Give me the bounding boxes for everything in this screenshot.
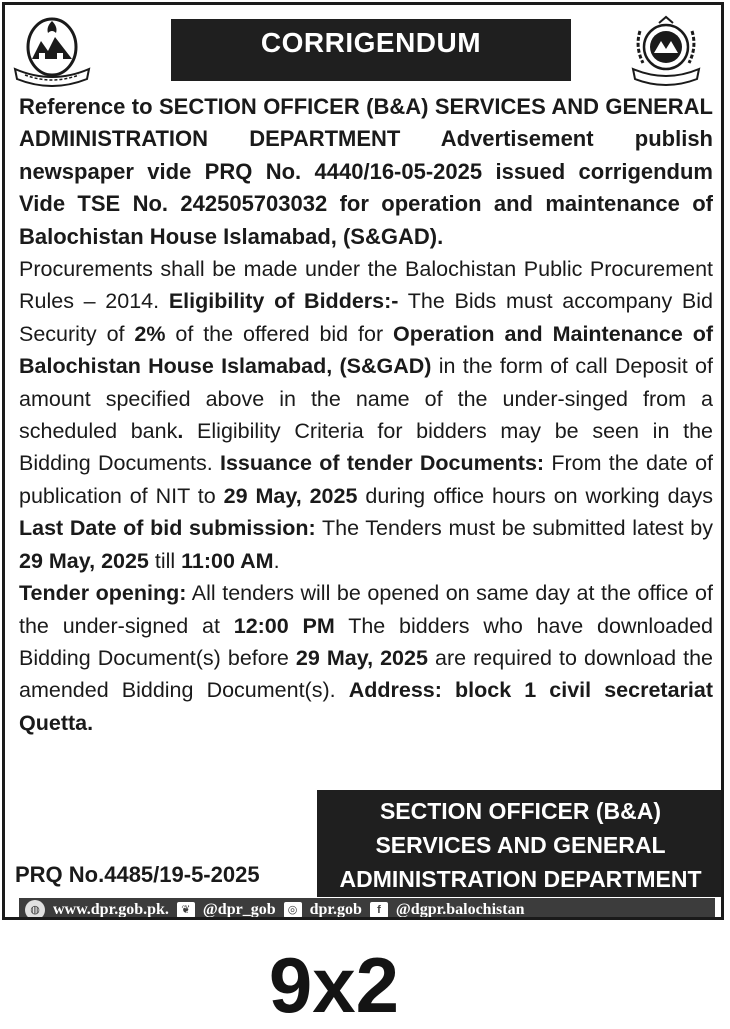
advertisement-frame [2, 2, 724, 920]
notice-body [19, 91, 713, 739]
officer-line-2: SERVICES AND GENERAL [375, 832, 666, 858]
work-name: Operation and Maintenance of Balochistan House Islamabad, (S&GAD) [19, 321, 714, 379]
instagram-icon: ◎ [284, 902, 302, 918]
prq-number: PRQ No.4485/19-5-2025 [15, 862, 260, 887]
officer-line-1: SECTION OFFICER (B&A) [379, 798, 662, 824]
facebook-handle[interactable]: @dgpr.balochistan [395, 900, 525, 918]
opening-heading: Tender opening: [19, 581, 187, 606]
website-link[interactable]: www.dpr.gob.pk. [53, 900, 169, 918]
address-heading: Address: [348, 678, 442, 703]
officer-line-3: ADMINISTRATION DEPARTMENT [339, 866, 702, 892]
issuing-officer-box [317, 790, 724, 897]
issuance-date: 29 May, 2025 [223, 483, 358, 508]
twitter-icon: ❦ [177, 902, 195, 918]
footer-bar [19, 898, 715, 920]
submission-time: 11:00 AM [181, 548, 274, 573]
last-date-heading: Last Date of bid submission: [19, 516, 316, 541]
dgpr-emblem-logo-right [625, 13, 707, 87]
opening-time: 12:00 PM [233, 613, 335, 638]
ad-size-label: 9x2 [268, 941, 400, 1029]
address-value: block 1 civil secretariat Quetta. [19, 678, 713, 735]
globe-icon: ◍ [25, 900, 45, 920]
download-date: 29 May, 2025 [295, 645, 428, 670]
submission-date: 29 May, 2025 [19, 548, 149, 573]
corrigendum-title: CORRIGENDUM [171, 19, 571, 81]
facebook-icon: f [370, 902, 388, 918]
twitter-handle[interactable]: @dpr_gob [202, 900, 276, 918]
bid-security-percent: 2% [134, 321, 166, 346]
reference-paragraph: Reference to SECTION OFFICER (B&A) SERVICES AND GENERAL ADMINISTRATION DEPARTMENT Advertisement publish newspaper vide PRQ No. 4440/16-05-2025 issued corrigendum Vide TSE No. 242505703032 for operation and maintenance of Balochistan House Islamabad, (S&GAD). [19, 94, 713, 249]
balochistan-government-logo-left [11, 13, 93, 87]
issuance-heading: Issuance of tender Documents: [219, 451, 545, 476]
eligibility-heading: Eligibility of Bidders:- [168, 289, 399, 314]
instagram-handle[interactable]: dpr.gob [309, 900, 362, 918]
procurement-paragraph: Procurements shall be made under the Balochistan Public Procurement Rules – 2014. Eligibility of Bidders:- The Bids must accompany Bid Security of 2% of the offered bid for Operation and Maintenance of Balochistan House Islamabad, (S&GAD) in the form of call Deposit of amount specified above in the name of the under-singed from a scheduled bank. Eligibility Criteria for bidders may be seen in the Bidding Documents. Issuance of tender Documents: From the date of publication of NIT to 29 May, 2025 during office hours on working days Last Date of bid submission: The Tenders must be submitted latest by 29 May, 2025 till 11:00 AM. Tender opening: All tenders will be opened on same day at the office of the under-signed at 12:00 PM The bidders who have downloaded Bidding Document(s) before 29 May, 2025 are required to download the amended Bidding Document(s). Address: block 1 civil secretariat Quetta. [19, 257, 714, 735]
